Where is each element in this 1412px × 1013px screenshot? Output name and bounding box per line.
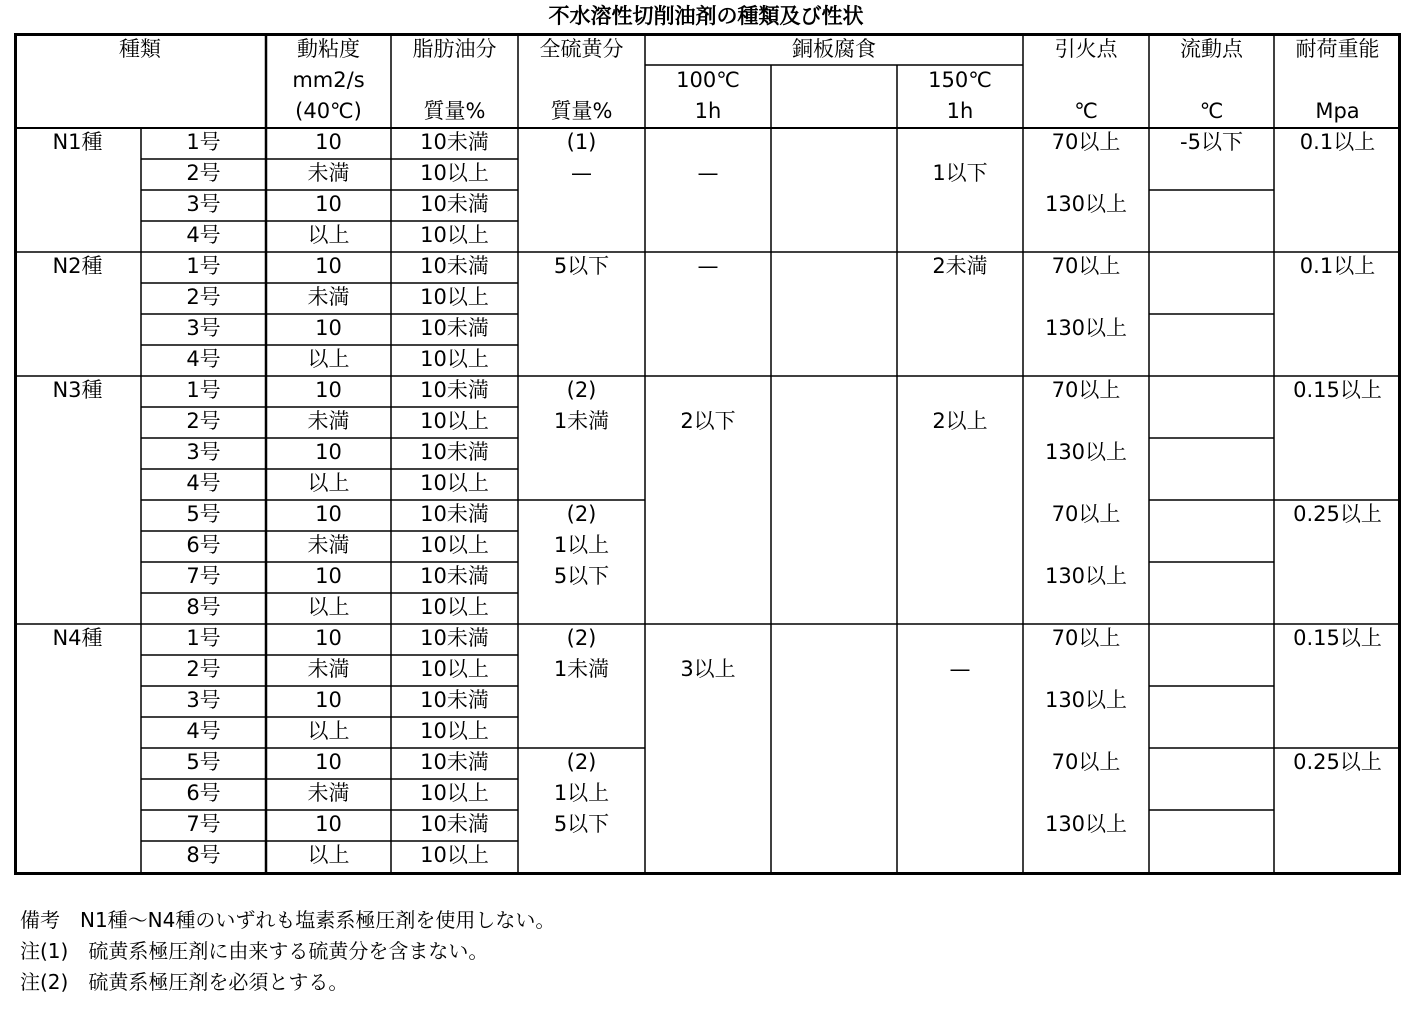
- viscosity-value: 未満: [307, 285, 350, 309]
- fat-value: 10未満: [420, 440, 489, 464]
- sulfur-value: (2): [566, 750, 597, 774]
- fat-value: 10未満: [420, 130, 489, 154]
- number-label: 3号: [186, 316, 221, 340]
- fat-value: 10以上: [420, 719, 489, 743]
- copper-100-value: —: [697, 161, 719, 185]
- fat-value: 10以上: [420, 781, 489, 805]
- note-2-label: 注(2): [20, 970, 69, 994]
- fat-value: 10以上: [420, 409, 489, 433]
- number-label: 1号: [186, 378, 221, 402]
- flash-value: 130以上: [1044, 440, 1128, 464]
- copper-100-value: 2以下: [680, 409, 736, 433]
- viscosity-value: 未満: [307, 657, 350, 681]
- number-label: 4号: [186, 471, 221, 495]
- fat-value: 10未満: [420, 192, 489, 216]
- viscosity-value: 以上: [307, 843, 350, 867]
- flash-value: 70以上: [1051, 254, 1121, 278]
- number-label: 8号: [186, 843, 221, 867]
- number-label: 6号: [186, 533, 221, 557]
- header-copper: 銅板腐食: [792, 37, 876, 61]
- number-label: 7号: [186, 564, 221, 588]
- viscosity-value: 以上: [307, 347, 350, 371]
- header-load-unit: Mpa: [1315, 99, 1360, 123]
- flash-value: 70以上: [1051, 378, 1121, 402]
- note-1-line: [20, 936, 488, 966]
- kind-label: N1種: [52, 130, 103, 154]
- fat-value: 10以上: [420, 347, 489, 371]
- header-viscosity-unit: mm2/s: [292, 68, 365, 92]
- viscosity-value: 以上: [307, 471, 350, 495]
- fat-value: 10未満: [420, 378, 489, 402]
- load-value: 0.15以上: [1293, 378, 1382, 402]
- fat-value: 10未満: [420, 812, 489, 836]
- sulfur-value: 1未満: [553, 409, 610, 433]
- viscosity-value: 10: [315, 254, 342, 278]
- note-2-line: [20, 967, 348, 997]
- viscosity-value: 10: [315, 564, 342, 588]
- header-kind: 種類: [119, 37, 161, 61]
- flash-value: 130以上: [1044, 688, 1128, 712]
- flash-value: 130以上: [1044, 192, 1128, 216]
- viscosity-value: 10: [315, 688, 342, 712]
- sulfur-value: 1以上: [553, 533, 610, 557]
- fat-value: 10以上: [420, 657, 489, 681]
- viscosity-value: 未満: [307, 781, 350, 805]
- copper-100-value: 3以上: [680, 657, 736, 681]
- number-label: 2号: [186, 657, 221, 681]
- viscosity-value: 10: [315, 130, 342, 154]
- viscosity-value: 10: [315, 192, 342, 216]
- header-pour-unit: ℃: [1199, 99, 1224, 123]
- header-copper-150-time: 1h: [946, 99, 974, 123]
- number-label: 2号: [186, 161, 221, 185]
- table-title: 不水溶性切削油剤の種類及び性状: [548, 4, 864, 28]
- number-label: 4号: [186, 223, 221, 247]
- header-copper-100-temp: 100℃: [676, 68, 740, 92]
- header-copper-100-time: 1h: [694, 99, 722, 123]
- sulfur-value: 5以下: [553, 564, 610, 588]
- load-value: 0.25以上: [1293, 502, 1382, 526]
- number-label: 2号: [186, 285, 221, 309]
- number-label: 1号: [186, 254, 221, 278]
- viscosity-value: 10: [315, 626, 342, 650]
- sulfur-value: (1): [566, 130, 597, 154]
- fat-value: 10未満: [420, 688, 489, 712]
- fat-value: 10未満: [420, 626, 489, 650]
- flash-value: 130以上: [1044, 316, 1128, 340]
- number-label: 4号: [186, 347, 221, 371]
- copper-150-value: —: [949, 657, 971, 681]
- fat-value: 10以上: [420, 595, 489, 619]
- kind-label: N4種: [52, 626, 103, 650]
- note-1-text: 硫黄系極圧剤に由来する硫黄分を含まない。: [88, 939, 489, 963]
- copper-150-value: 2以上: [932, 409, 988, 433]
- load-value: 0.15以上: [1293, 626, 1382, 650]
- number-label: 8号: [186, 595, 221, 619]
- fat-value: 10以上: [420, 161, 489, 185]
- number-label: 7号: [186, 812, 221, 836]
- viscosity-value: 以上: [307, 595, 350, 619]
- kind-label: N2種: [52, 254, 103, 278]
- number-label: 5号: [186, 750, 221, 774]
- remark-label: 備考: [20, 908, 60, 932]
- fat-value: 10未満: [420, 502, 489, 526]
- remark-line: [20, 905, 555, 935]
- number-label: 5号: [186, 502, 221, 526]
- sulfur-value: 5以下: [553, 812, 610, 836]
- properties-table: [14, 33, 1401, 875]
- pour-value: -5以下: [1180, 130, 1243, 154]
- fat-value: 10未満: [420, 254, 489, 278]
- fat-value: 10以上: [420, 471, 489, 495]
- header-copper-150-temp: 150℃: [928, 68, 992, 92]
- flash-value: 130以上: [1044, 812, 1128, 836]
- remark-text: N1種～N4種のいずれも塩素系極圧剤を使用しない。: [80, 908, 556, 932]
- header-fat-unit: 質量%: [423, 99, 486, 123]
- flash-value: 70以上: [1051, 130, 1121, 154]
- fat-value: 10未満: [420, 316, 489, 340]
- note-2-text: 硫黄系極圧剤を必須とする。: [88, 970, 349, 994]
- header-load: 耐荷重能: [1295, 37, 1380, 61]
- number-label: 4号: [186, 719, 221, 743]
- viscosity-value: 10: [315, 316, 342, 340]
- fat-value: 10未満: [420, 750, 489, 774]
- viscosity-value: 以上: [307, 223, 350, 247]
- viscosity-value: 未満: [307, 409, 350, 433]
- number-label: 3号: [186, 688, 221, 712]
- fat-value: 10以上: [420, 843, 489, 867]
- flash-value: 130以上: [1044, 564, 1128, 588]
- load-value: 0.1以上: [1299, 130, 1376, 154]
- flash-value: 70以上: [1051, 750, 1121, 774]
- fat-value: 10以上: [420, 533, 489, 557]
- flash-value: 70以上: [1051, 626, 1121, 650]
- header-pour: 流動点: [1180, 37, 1243, 61]
- viscosity-value: 未満: [307, 533, 350, 557]
- copper-100-value: —: [697, 254, 719, 278]
- sulfur-value: —: [571, 161, 592, 185]
- copper-150-value: 2未満: [932, 254, 988, 278]
- load-value: 0.25以上: [1293, 750, 1382, 774]
- sulfur-value: 1以上: [553, 781, 610, 805]
- viscosity-value: 10: [315, 440, 342, 464]
- viscosity-value: 以上: [307, 719, 350, 743]
- fat-value: 10未満: [420, 564, 489, 588]
- number-label: 2号: [186, 409, 221, 433]
- viscosity-value: 10: [315, 750, 342, 774]
- sulfur-value: 1未満: [553, 657, 610, 681]
- note-1-label: 注(1): [20, 939, 69, 963]
- header-viscosity: 動粘度: [297, 37, 360, 61]
- header-flash: 引火点: [1054, 37, 1118, 61]
- viscosity-value: 10: [315, 812, 342, 836]
- fat-value: 10以上: [420, 285, 489, 309]
- sulfur-value: (2): [566, 626, 597, 650]
- sulfur-value: (2): [566, 378, 597, 402]
- header-flash-unit: ℃: [1074, 99, 1098, 123]
- load-value: 0.1以上: [1299, 254, 1376, 278]
- viscosity-value: 未満: [307, 161, 350, 185]
- sulfur-value: 5以下: [553, 254, 610, 278]
- number-label: 6号: [186, 781, 221, 805]
- viscosity-value: 10: [315, 502, 342, 526]
- number-label: 1号: [186, 626, 221, 650]
- number-label: 3号: [186, 440, 221, 464]
- header-fat: 脂肪油分: [412, 37, 497, 61]
- number-label: 1号: [186, 130, 221, 154]
- header-sulfur-unit: 質量%: [550, 99, 613, 123]
- copper-150-value: 1以下: [932, 161, 988, 185]
- flash-value: 70以上: [1051, 502, 1121, 526]
- header-sulfur: 全硫黄分: [539, 37, 624, 61]
- kind-label: N3種: [52, 378, 103, 402]
- sulfur-value: (2): [566, 502, 597, 526]
- header-viscosity-temp: (40℃): [295, 99, 362, 123]
- fat-value: 10以上: [420, 223, 489, 247]
- viscosity-value: 10: [315, 378, 342, 402]
- number-label: 3号: [186, 192, 221, 216]
